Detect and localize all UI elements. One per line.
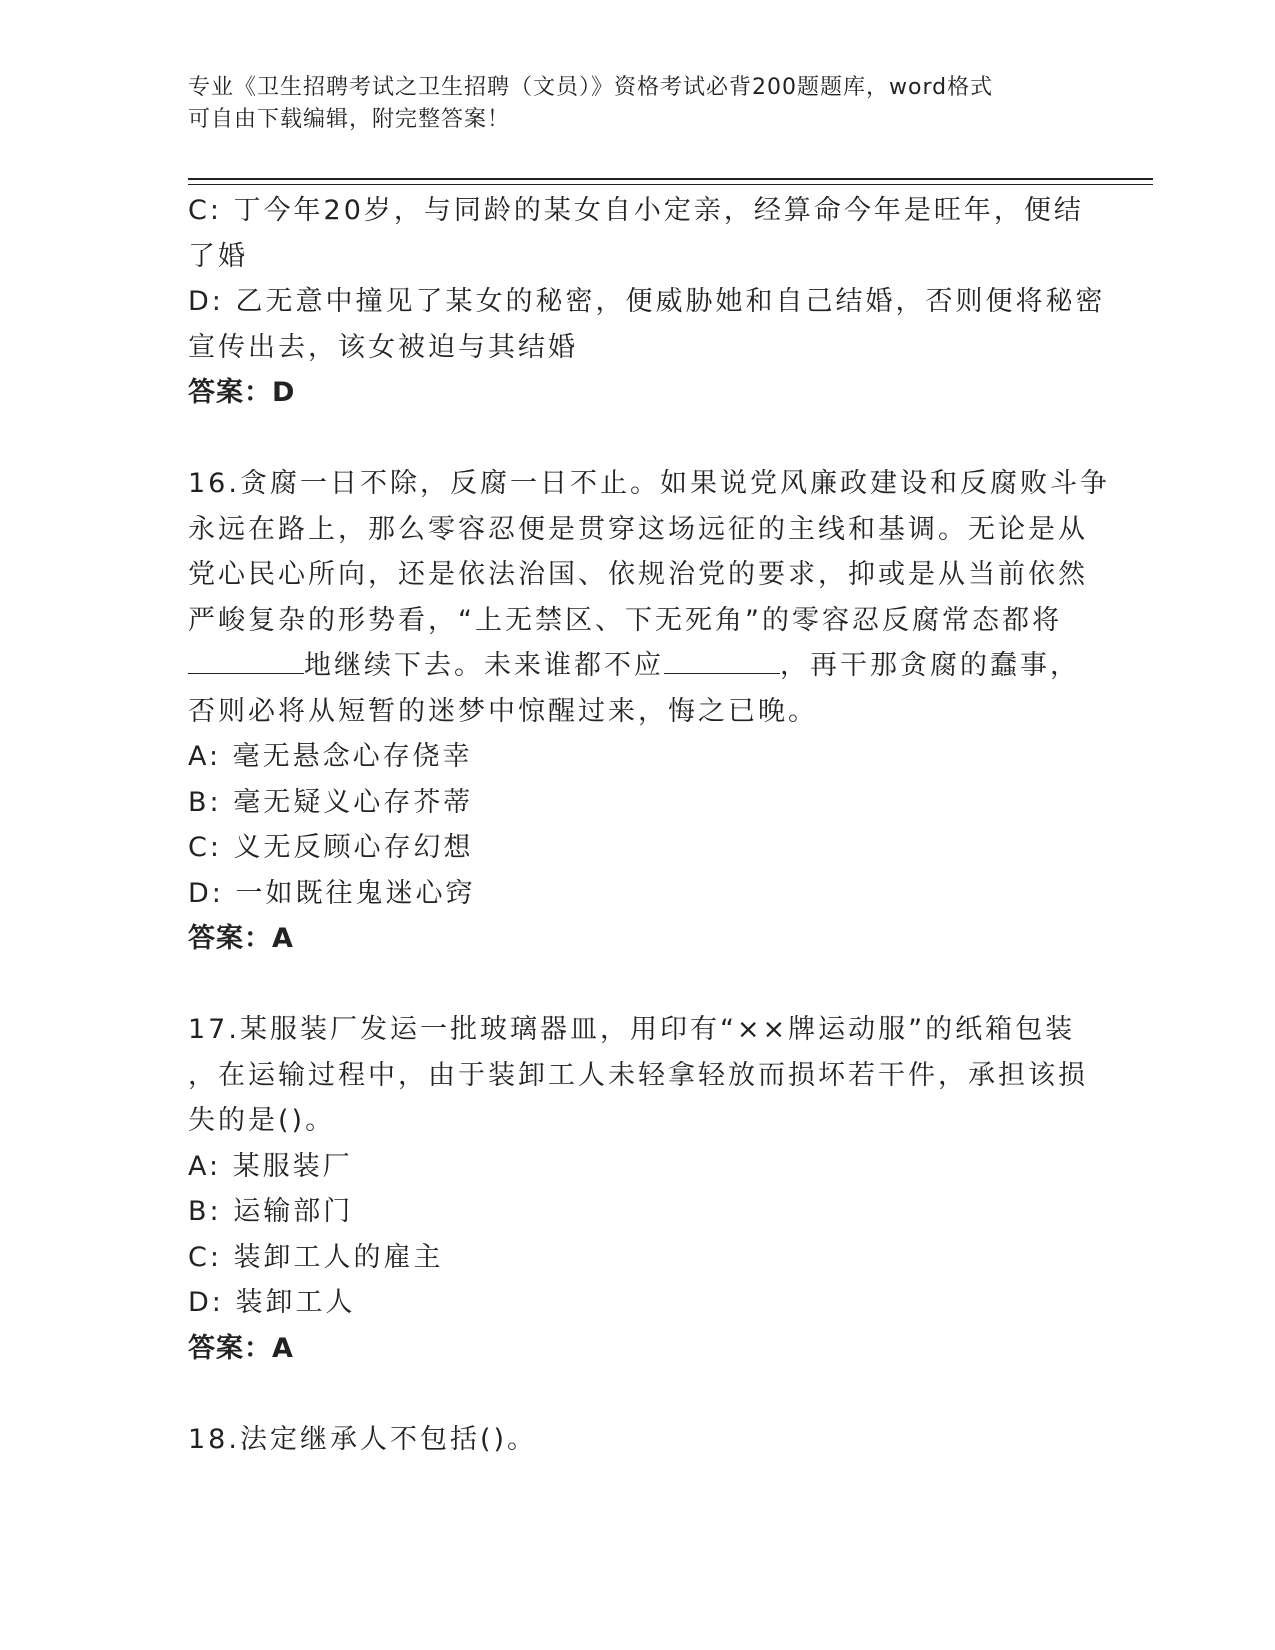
q17-option-d: D: 装卸工人 [188,1287,356,1318]
q16-stem-line-5-middle: 地继续下去。未来谁都不应 [304,650,664,681]
question-18-block [188,1417,1088,1463]
question-16-block [188,461,1110,962]
q16-answer: 答案：A [188,923,294,954]
q16-stem-line-3: 党心民心所向，还是依法治国、依规治党的要求，抑或是从当前依然 [188,559,1088,590]
header-divider-thick [188,178,1153,180]
fill-in-blank-1 [188,643,304,674]
spacer [188,962,1088,1008]
fill-in-blank-2 [664,643,780,674]
header-divider-thin [188,184,1153,185]
spacer [188,1371,1088,1417]
q17-option-b: B: 运输部门 [188,1196,354,1227]
q15-answer: 答案：D [188,377,296,408]
q15-option-c-line-1: C: 丁今年20岁，与同龄的某女自小定亲，经算命今年是旺年，便结 [188,195,1084,226]
q16-stem-line-1: 16.贪腐一日不除，反腐一日不止。如果说党风廉政建设和反腐败斗争 [188,468,1110,499]
q15-option-d-line-1: D: 乙无意中撞见了某女的秘密，便威胁她和自己结婚，否则便将秘密 [188,286,1106,317]
q17-option-a: A: 某服装厂 [188,1150,353,1182]
q17-option-c: C: 装卸工人的雇主 [188,1241,444,1273]
q16-stem-line-6: 否则必将从短暂的迷梦中惊醒过来，悔之已晚。 [188,695,818,727]
q16-option-d: D: 一如既往鬼迷心窍 [188,877,476,909]
document-header [188,72,1068,136]
q16-stem-line-5 [188,643,1088,689]
header-line-1: 专业《卫生招聘考试之卫生招聘（文员）》资格考试必背200题题库，word格式 [188,75,994,100]
q16-stem-line-4: 严峻复杂的形势看，“上无禁区、下无死角”的零容忍反腐常态都将 [188,604,1062,636]
q18-stem-line-1: 18.法定继承人不包括()。 [188,1423,538,1455]
q16-option-b: B: 毫无疑义心存芥蒂 [188,786,474,818]
q16-option-c: C: 义无反顾心存幻想 [188,832,474,863]
q15-option-c-line-2: 了婚 [188,240,248,272]
q17-stem-line-2: ，在运输过程中，由于装卸工人未轻拿轻放而损坏若干件，承担该损 [188,1059,1088,1091]
header-line-2: 可自由下载编辑，附完整答案！ [188,107,511,132]
spacer [188,416,1088,462]
question-17-block [188,1007,1088,1371]
q16-stem-line-2: 永远在路上，那么零容忍便是贯穿这场远征的主线和基调。无论是从 [188,513,1088,545]
q17-answer: 答案：A [188,1332,294,1364]
q16-stem-line-5-end: ，再干那贪腐的蠢事， [780,650,1080,681]
q17-stem-line-1: 17.某服装厂发运一批玻璃器皿，用印有“××牌运动服”的纸箱包装 [188,1014,1076,1045]
q16-option-a: A: 毫无悬念心存侥幸 [188,741,473,772]
q17-stem-line-3: 失的是()。 [188,1105,336,1136]
q15-option-d-line-2: 宣传出去，该女被迫与其结婚 [188,331,578,363]
question-content [188,188,1110,1462]
question-15-block [188,188,1106,416]
